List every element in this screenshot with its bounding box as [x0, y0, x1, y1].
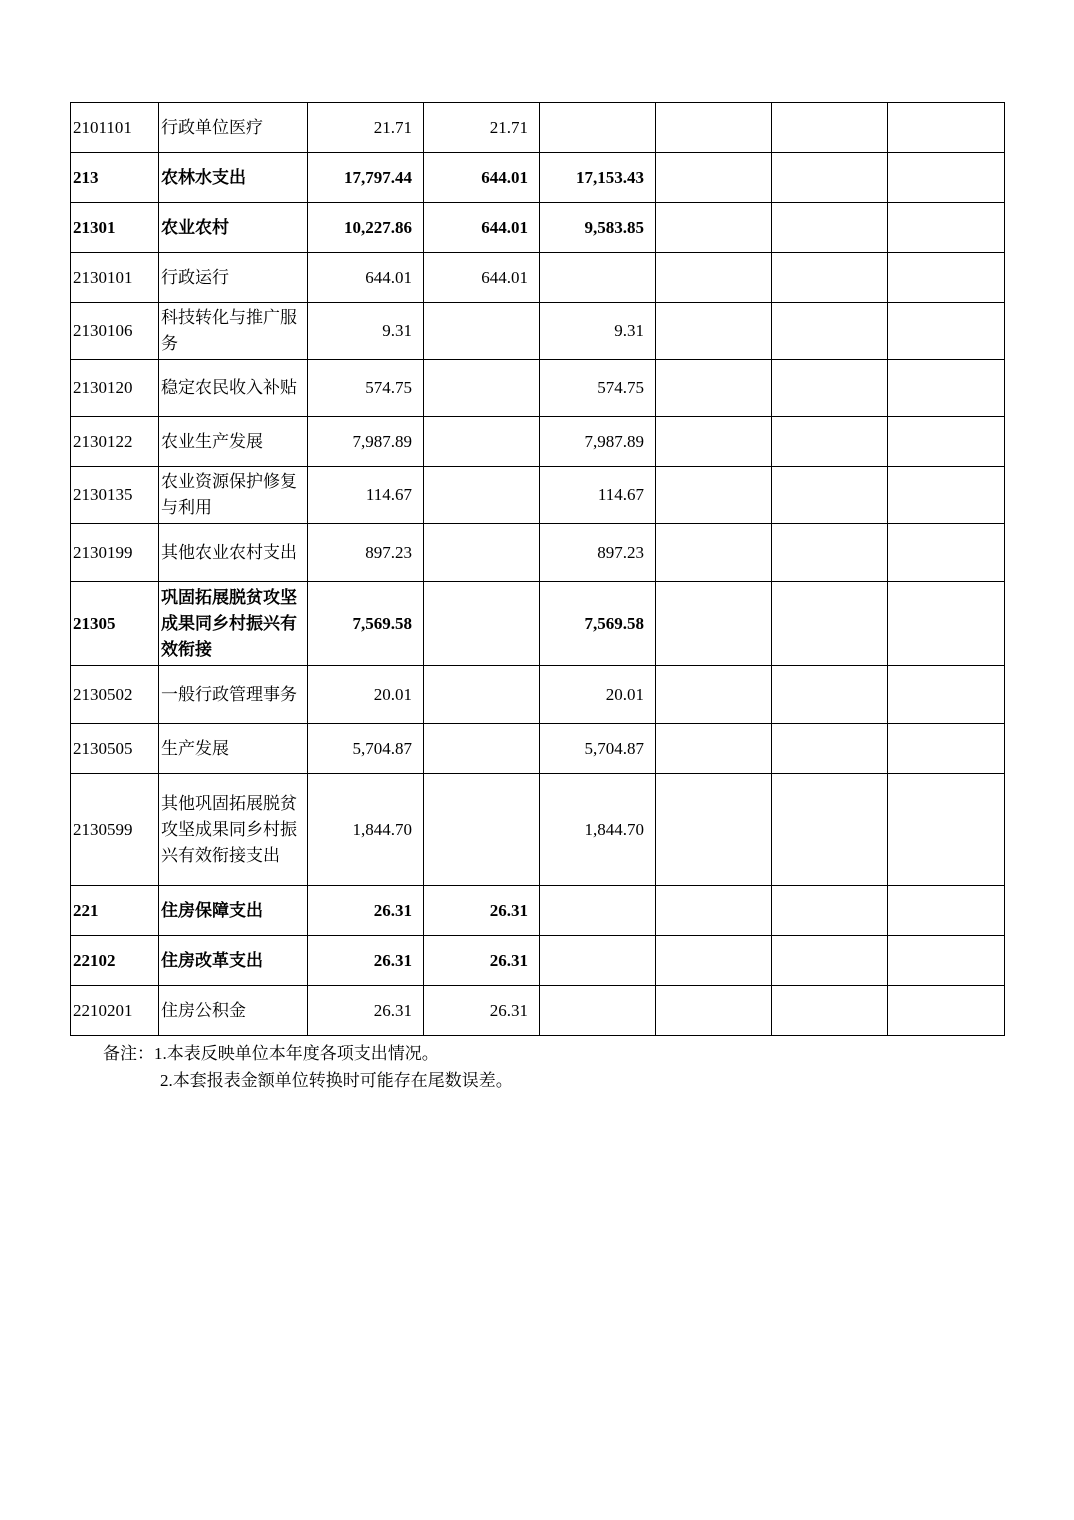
row-col6	[888, 582, 1005, 666]
expenditure-table	[70, 102, 1005, 1036]
row-col6	[888, 153, 1005, 203]
row-col6	[888, 936, 1005, 986]
row-col6	[888, 203, 1005, 253]
row-code: 21305	[71, 582, 159, 666]
row-basic: 26.31	[424, 886, 540, 936]
row-code: 2130120	[71, 360, 159, 417]
row-name: 其他农业农村支出	[159, 524, 308, 582]
row-col4	[656, 582, 772, 666]
row-col6	[888, 467, 1005, 524]
row-code: 2130122	[71, 417, 159, 467]
row-col6	[888, 253, 1005, 303]
row-col4	[656, 986, 772, 1036]
row-col5	[772, 936, 888, 986]
row-col5	[772, 103, 888, 153]
row-col6	[888, 360, 1005, 417]
row-col6	[888, 103, 1005, 153]
table-row	[71, 666, 1005, 724]
row-project: 5,704.87	[540, 724, 656, 774]
row-code: 2210201	[71, 986, 159, 1036]
row-basic	[424, 360, 540, 417]
row-total: 897.23	[308, 524, 424, 582]
row-col6	[888, 417, 1005, 467]
row-total: 1,844.70	[308, 774, 424, 886]
row-total: 574.75	[308, 360, 424, 417]
row-project: 1,844.70	[540, 774, 656, 886]
row-basic	[424, 524, 540, 582]
row-name: 住房保障支出	[159, 886, 308, 936]
row-project	[540, 936, 656, 986]
row-col4	[656, 360, 772, 417]
row-col5	[772, 886, 888, 936]
row-col6	[888, 986, 1005, 1036]
table-row	[71, 524, 1005, 582]
table-row	[71, 417, 1005, 467]
row-project: 114.67	[540, 467, 656, 524]
row-col4	[656, 886, 772, 936]
table-row	[71, 886, 1005, 936]
row-project: 7,569.58	[540, 582, 656, 666]
row-project: 897.23	[540, 524, 656, 582]
row-col5	[772, 986, 888, 1036]
row-code: 22102	[71, 936, 159, 986]
row-basic	[424, 774, 540, 886]
row-name: 农业资源保护修复与利用	[159, 467, 308, 524]
row-total: 644.01	[308, 253, 424, 303]
row-code: 2130505	[71, 724, 159, 774]
row-col6	[888, 666, 1005, 724]
note-line-2: 2.本套报表金额单位转换时可能存在尾数误差。	[160, 1071, 513, 1090]
row-code: 2130135	[71, 467, 159, 524]
row-col5	[772, 303, 888, 360]
row-col4	[656, 417, 772, 467]
row-code: 213	[71, 153, 159, 203]
row-col4	[656, 467, 772, 524]
row-total: 26.31	[308, 886, 424, 936]
row-code: 2130101	[71, 253, 159, 303]
table-row	[71, 774, 1005, 886]
table-row	[71, 203, 1005, 253]
row-code: 221	[71, 886, 159, 936]
table-row	[71, 303, 1005, 360]
row-project	[540, 253, 656, 303]
row-col4	[656, 774, 772, 886]
row-project: 574.75	[540, 360, 656, 417]
table-row	[71, 253, 1005, 303]
row-col4	[656, 253, 772, 303]
row-total: 21.71	[308, 103, 424, 153]
row-basic	[424, 467, 540, 524]
row-basic: 26.31	[424, 986, 540, 1036]
row-basic	[424, 666, 540, 724]
table-row	[71, 467, 1005, 524]
row-col5	[772, 666, 888, 724]
row-project: 17,153.43	[540, 153, 656, 203]
row-name: 行政运行	[159, 253, 308, 303]
row-col5	[772, 253, 888, 303]
table-row	[71, 153, 1005, 203]
row-col5	[772, 203, 888, 253]
row-code: 2130106	[71, 303, 159, 360]
row-col6	[888, 774, 1005, 886]
row-project	[540, 986, 656, 1036]
row-col4	[656, 303, 772, 360]
row-name: 农业生产发展	[159, 417, 308, 467]
row-basic: 26.31	[424, 936, 540, 986]
row-code: 2130502	[71, 666, 159, 724]
row-col4	[656, 153, 772, 203]
table-row	[71, 582, 1005, 666]
row-total: 114.67	[308, 467, 424, 524]
note-line-1: 备注：1.本表反映单位本年度各项支出情况。	[103, 1044, 439, 1063]
row-col5	[772, 153, 888, 203]
row-col4	[656, 666, 772, 724]
row-name: 稳定农民收入补贴	[159, 360, 308, 417]
row-name: 生产发展	[159, 724, 308, 774]
row-name: 其他巩固拓展脱贫攻坚成果同乡村振兴有效衔接支出	[159, 774, 308, 886]
row-col5	[772, 582, 888, 666]
row-col5	[772, 467, 888, 524]
row-col6	[888, 724, 1005, 774]
row-col4	[656, 524, 772, 582]
row-col5	[772, 724, 888, 774]
row-project: 20.01	[540, 666, 656, 724]
row-col6	[888, 524, 1005, 582]
row-col4	[656, 936, 772, 986]
row-total: 7,987.89	[308, 417, 424, 467]
row-code: 2130599	[71, 774, 159, 886]
row-name: 住房公积金	[159, 986, 308, 1036]
row-project: 9.31	[540, 303, 656, 360]
row-basic: 644.01	[424, 253, 540, 303]
row-total: 17,797.44	[308, 153, 424, 203]
row-basic	[424, 417, 540, 467]
row-col4	[656, 103, 772, 153]
row-name: 农林水支出	[159, 153, 308, 203]
row-name: 农业农村	[159, 203, 308, 253]
row-code: 21301	[71, 203, 159, 253]
row-name: 行政单位医疗	[159, 103, 308, 153]
row-basic: 21.71	[424, 103, 540, 153]
row-basic	[424, 303, 540, 360]
row-total: 20.01	[308, 666, 424, 724]
row-code: 2101101	[71, 103, 159, 153]
row-col5	[772, 524, 888, 582]
row-basic: 644.01	[424, 203, 540, 253]
row-project: 7,987.89	[540, 417, 656, 467]
table-row	[71, 936, 1005, 986]
notes	[103, 1040, 513, 1094]
table-row	[71, 103, 1005, 153]
row-col4	[656, 203, 772, 253]
row-name: 巩固拓展脱贫攻坚成果同乡村振兴有效衔接	[159, 582, 308, 666]
row-name: 科技转化与推广服务	[159, 303, 308, 360]
row-col5	[772, 417, 888, 467]
row-col5	[772, 360, 888, 417]
row-total: 7,569.58	[308, 582, 424, 666]
row-col6	[888, 886, 1005, 936]
row-basic	[424, 582, 540, 666]
row-total: 5,704.87	[308, 724, 424, 774]
row-project	[540, 103, 656, 153]
row-total: 9.31	[308, 303, 424, 360]
row-project	[540, 886, 656, 936]
row-project: 9,583.85	[540, 203, 656, 253]
row-col5	[772, 774, 888, 886]
table-row	[71, 360, 1005, 417]
row-total: 26.31	[308, 936, 424, 986]
row-name: 住房改革支出	[159, 936, 308, 986]
row-name: 一般行政管理事务	[159, 666, 308, 724]
row-total: 26.31	[308, 986, 424, 1036]
row-basic	[424, 724, 540, 774]
row-col6	[888, 303, 1005, 360]
row-col4	[656, 724, 772, 774]
row-basic: 644.01	[424, 153, 540, 203]
row-total: 10,227.86	[308, 203, 424, 253]
row-code: 2130199	[71, 524, 159, 582]
table-row	[71, 986, 1005, 1036]
table-row	[71, 724, 1005, 774]
